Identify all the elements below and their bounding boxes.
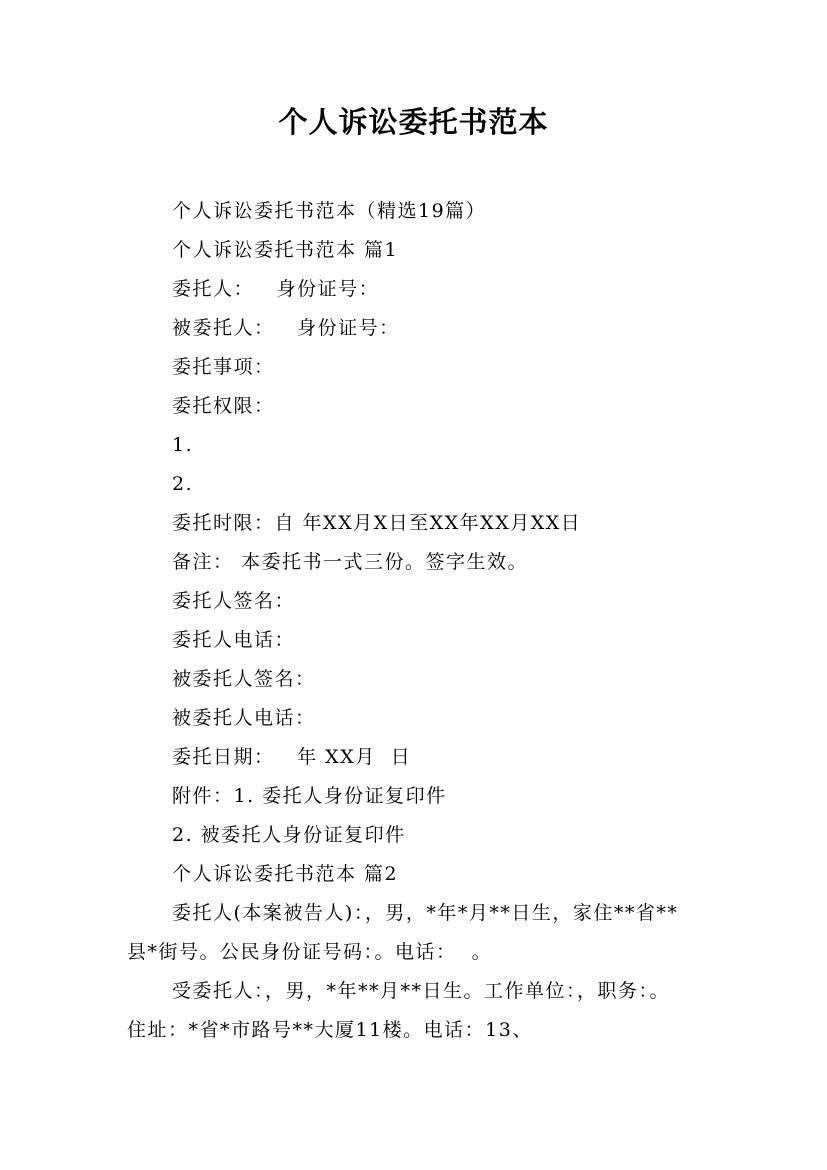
text-line: 个人诉讼委托书范本 篇2: [172, 863, 399, 885]
text-line: 被委托人： 身份证号：: [172, 317, 400, 339]
text-line: 委托人： 身份证号：: [172, 278, 380, 300]
document-body: [127, 192, 727, 1050]
text-line: 委托人电话：: [172, 629, 296, 651]
text-line: 委托人签名：: [172, 590, 296, 612]
text-line: 委托人(本案被告人)：，男，*年*月**日生，家住**省**: [172, 902, 679, 924]
text-line: 委托事项：: [172, 356, 275, 378]
text-line: 被委托人签名：: [172, 668, 316, 690]
text-line: 附件：1. 委托人身份证复印件: [172, 785, 447, 807]
document-title: 个人诉讼委托书范本: [278, 105, 549, 139]
text-line: 个人诉讼委托书范本 篇1: [172, 239, 399, 261]
text-line: 个人诉讼委托书范本（精选19篇）: [172, 200, 487, 222]
text-line: 住址：*省*市路号**大厦11楼。电话：13、: [127, 1019, 533, 1041]
text-line: 委托日期： 年 XX月 日: [172, 746, 412, 768]
text-line: 县*街号。公民身份证号码：。电话： 。: [127, 941, 493, 963]
text-line: 1.: [172, 434, 194, 456]
text-line: 被委托人电话：: [172, 707, 316, 729]
text-line: 备注： 本委托书一式三份。签字生效。: [172, 551, 529, 573]
text-line: 2.: [172, 473, 194, 495]
text-line: 2. 被委托人身份证复印件: [172, 824, 406, 846]
text-line: 受委托人：，男，*年**月**日生。工作单位：，职务：。: [172, 980, 671, 1002]
text-line: 委托时限：自 年XX月X日至XX年XX月XX日: [172, 512, 582, 534]
text-line: 委托权限：: [172, 395, 275, 417]
